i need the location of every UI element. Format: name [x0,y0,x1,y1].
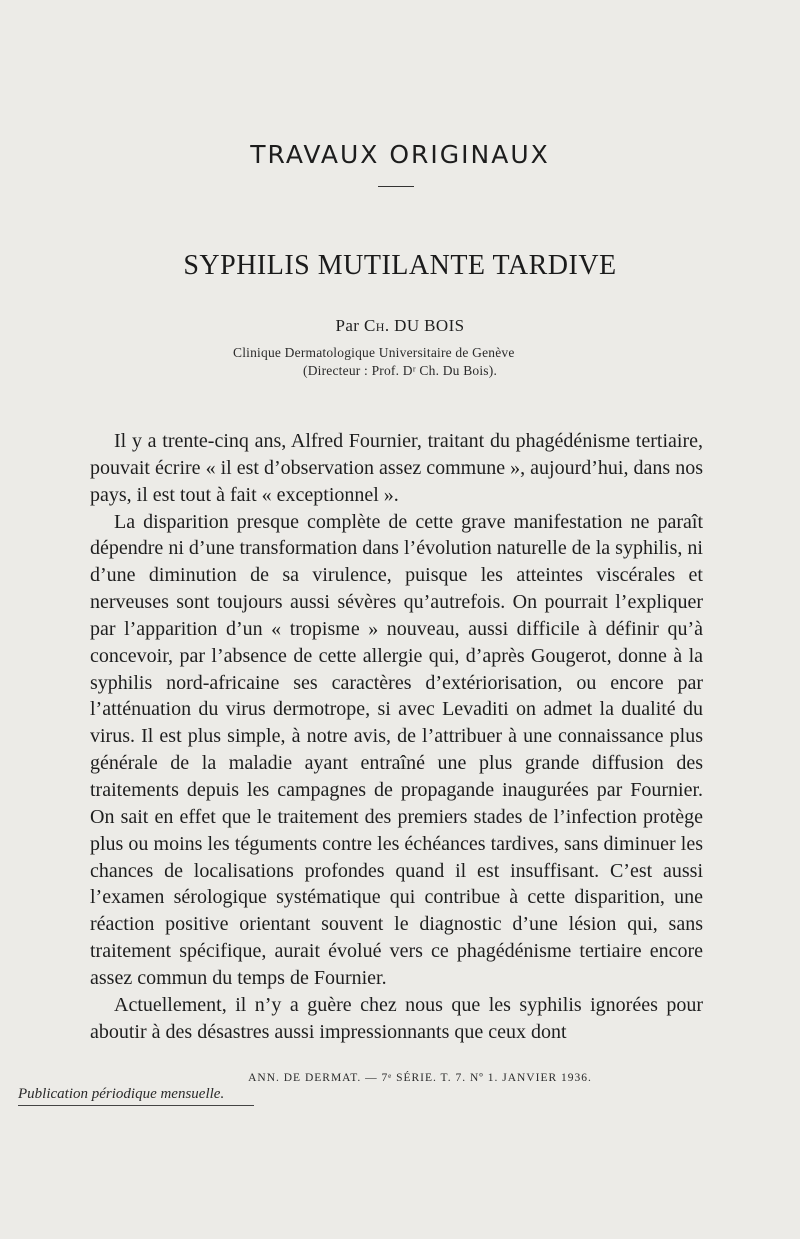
byline [0,316,800,336]
byline-prefix: Par [335,316,360,335]
affiliation-line-2: (Directeur : Prof. Dʳ Ch. Du Bois). [303,363,498,378]
title-divider [378,186,414,187]
author-initial: Ch. [364,316,390,335]
journal-citation: ANN. DE DERMAT. — 7ᵉ SÉRIE. T. 7. Nº 1. JANVIER 1936. [248,1072,592,1084]
publication-note: Publication périodique mensuelle. [18,1086,254,1106]
affiliation-line-1: Clinique Dermatologique Universitaire de Genève [233,345,515,360]
author-name: DU BOIS [394,316,465,335]
paragraph: La disparition presque complète de cette grave manifestation ne paraît dépendre ni d’une transformation dans l’évolution naturelle de la syphilis, ni d’une diminution de sa virulence, puisque les atteintes viscérales et nerveuses sont toujours aussi sévères qu’autrefois. On pourrait l’expliquer par l’apparition d’un « tropisme » nouveau, aussi difficile à définir qu’à concevoir, par l’absence de cette allergie qui, d’après Gougerot, donne à la syphilis nord-africaine ses caractères d’extériorisation, ou encore par l’atténuation du virus dermotrope, si avec Levaditi on admet la dualité du virus. Il est plus simple, à notre avis, de l’attribuer à une connaissance plus générale de la maladie ayant entraîné une plus grande diffusion des traitements depuis les campagnes de propagande inaugurées par Fournier. On sait en effet que le traitement des premiers stades de l’infection protège plus ou moins les téguments contre les échéances tardives, sans diminuer les chances de localisations profondes quand il est insuffisant. C’est aussi l’examen sérologique systématique qui contribue à cette disparition, une réaction positive orientant souvent le diagnostic d’une lésion qui, sans traitement spécifique, aurait évolué vers ce phagédénisme tertiaire encore assez commun du temps de Fournier. [90,510,703,989]
paragraph: Il y a trente-cinq ans, Alfred Fournier, traitant du phagédénisme tertiaire, pouvait écrire « il est d’observation assez commune », aujourd’hui, dans nos pays, il est tout à fait « exceptionnel ». [90,430,703,506]
article-body [90,428,703,1045]
article-title: SYPHILIS MUTILANTE TARDIVE [183,250,617,281]
paragraph: Actuellement, il n’y a guère chez nous que les syphilis ignorées pour aboutir à des désastres aussi impressionnants que ceux dont [90,993,703,1043]
affiliation [233,344,515,380]
section-title: TRAVAUX ORIGINAUX [250,140,550,169]
